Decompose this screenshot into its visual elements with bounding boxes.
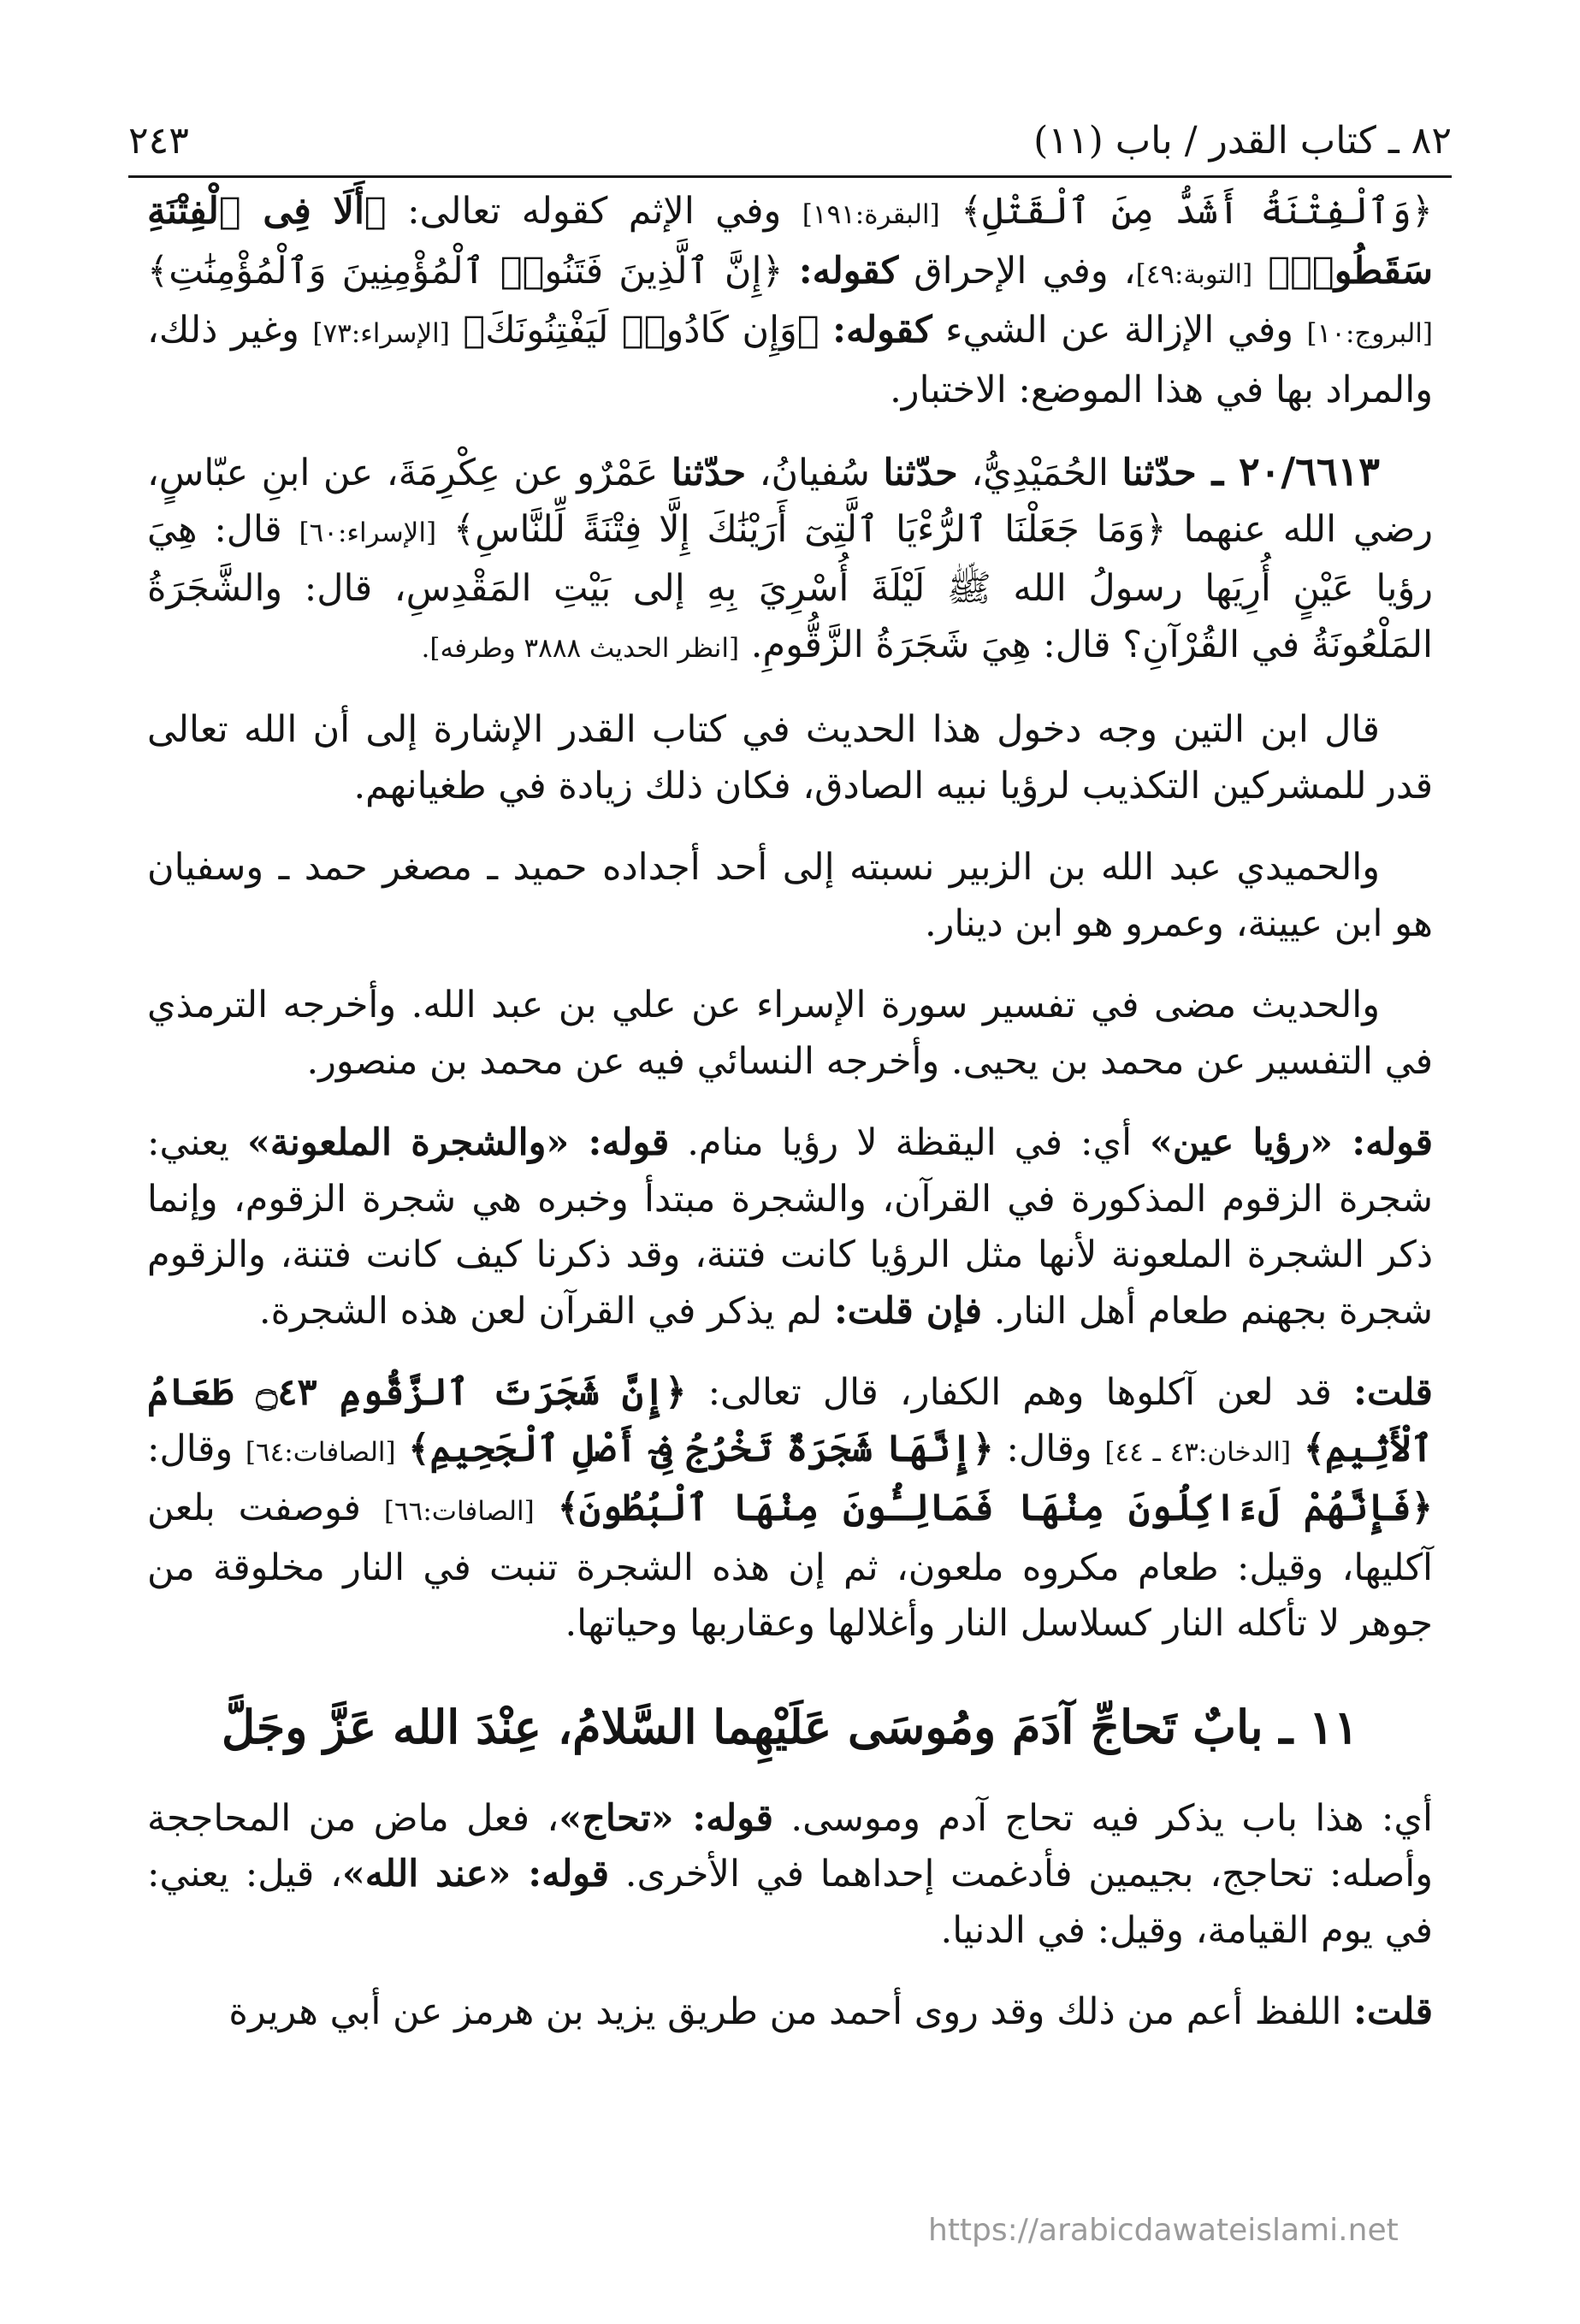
bold-term: فإن قلت: [833, 1289, 983, 1333]
commentary-paragraph [147, 1365, 1433, 1653]
commentary-paragraph [147, 1115, 1433, 1339]
page-body [147, 184, 1433, 2041]
bold-term: قلت: [1353, 1371, 1433, 1414]
bold-term: قوله: «والشجرة الملعونة» [246, 1121, 670, 1164]
text-run: ، وفي الإحراق [898, 249, 1136, 293]
quran-verse: ﴿وَإِن كَادُوا۟ لَيَفْتِنُونَكَ﴾ [463, 309, 833, 352]
page-number: ٢٤٣ [128, 119, 189, 163]
quran-verse: ﴿إِنَّهَا شَجَرَةٌ تَخْرُجُ فِىٓ أَصْلِ ٱلْجَحِيمِ﴾ [408, 1427, 994, 1470]
running-title: ٨٢ ـ كتاب القدر / باب (١١) [1033, 119, 1452, 163]
chapter-heading: ١١ ـ بابٌ تَحاجِّ آدَمَ ومُوسَى عَلَيْهِما السَّلامُ، عِنْدَ الله عَزَّ وجَلَّ [222, 1699, 1358, 1754]
quran-verse: ﴿وَٱلْفِتْنَةُ أَشَدُّ مِنَ ٱلْقَتْلِ﴾ [961, 190, 1434, 233]
text-run: الحُمَيْدِيُّ، [957, 452, 1122, 494]
commentary-paragraph: قال ابن التين وجه دخول هذا الحديث في كتاب القدر الإشارة إلى أن الله تعالى قدر للمشركين التكذيب لرؤيا نبيه الصادق، فكان ذلك زيادة في طغيانهم. [147, 708, 1433, 807]
text-run: سُفيانُ، [746, 452, 884, 494]
text-run: وفي الإزالة عن الشيء [932, 309, 1307, 352]
commentary-paragraph: والحميدي عبد الله بن الزبير نسبته إلى أحد أجداده حميد ـ مصغر حمد ـ وسفيان هو ابن عيينة، وعمرو هو ابن دينار. [147, 846, 1433, 945]
bold-term: قلت: [1353, 1990, 1433, 2033]
verse-reference: [الإسراء:٧٣] [312, 318, 450, 349]
text-run: وفي الإثم كقوله تعالى: [386, 190, 802, 233]
text-run: ، فعل ماض من المحاججة وأصله: تحاجج، بجيمين فأدغمت إحداهما في الأخرى. [147, 1796, 1433, 1895]
bold-term: قوله: «تحاج» [559, 1796, 774, 1840]
commentary-paragraph [147, 1984, 1433, 2041]
verse-reference: [البروج:١٠] [1306, 318, 1433, 349]
watermark-url: https://arabicdawateislami.net [928, 2213, 1399, 2248]
page-header [128, 101, 1452, 163]
text-run: أي: هذا باب يذكر فيه تحاج آدم وموسى. [773, 1796, 1433, 1840]
text-run: وقال: [147, 1427, 246, 1470]
text-run: ، قيل: يعني: في يوم القيامة، وقيل: في الدنيا. [147, 1853, 1433, 1952]
text-run: وغير ذلك، والمراد بها في هذا الموضع: الاختبار. [147, 309, 1433, 411]
quran-verse: ﴿إِنَّ شَجَرَتَ ٱلزَّقُّومِ ۝٤٣ طَعَامُ ٱلْأَثِيمِ﴾ [147, 1371, 1433, 1470]
bold-term: قوله: «رؤيا عين» [1150, 1121, 1434, 1164]
hadith-number: ٢٠/٦٦١٣ ـ [1196, 448, 1380, 494]
text-run: عَمْرٌو عن عِكْرِمَةَ، عن ابنِ عبّاسٍ، رضي الله عنهما [147, 452, 1433, 551]
narration-keyword: حدّثنا [671, 452, 747, 494]
text-run: قال: هِيَ رؤيا عَيْنٍ أُرِيَها رسولُ الله ﷺ لَيْلَةَ أُسْرِيَ بِهِ إلى بَيْتِ المَقْدِسِ، قال: والشَّجَرَةُ المَلْعُونَةُ في القُرْآنِ؟ قال: هِيَ شَجَرَةُ الزَّقُّومِ. [147, 507, 1433, 666]
text-run: يعني: شجرة الزقوم المذكورة في القرآن، والشجرة مبتدأ وخبره هي شجرة الزقوم، وإنما ذكر الشجرة الملعونة لأنها مثل الرؤيا كانت فتنة، وقد ذكرنا كيف كانت فتنة، والزقوم شجرة بجهنم طعام أهل النار. [147, 1121, 1433, 1333]
header-divider [128, 175, 1452, 178]
verse-reference: [التوبة:٤٩] [1135, 258, 1253, 290]
narration-keyword: حدّثنا [1121, 452, 1197, 494]
verse-reference: [الصافات:٦٦] [383, 1496, 535, 1527]
text-run: قد لعن آكلوها وهم الكفار، قال تعالى: [686, 1371, 1354, 1414]
cross-reference: [انظر الحديث ٣٨٨٨ وطرفه]. [421, 632, 740, 664]
bold-term: قوله: «عند الله» [341, 1853, 610, 1895]
narration-keyword: حدّثنا [883, 452, 958, 494]
bold-term: كقوله: [832, 309, 932, 352]
text-run: أي: في اليقظة لا رؤيا منام. [669, 1121, 1151, 1164]
commentary-paragraph: والحديث مضى في تفسير سورة الإسراء عن علي بن عبد الله. وأخرجه الترمذي في التفسير عن محمد بن يحيى. وأخرجه النسائي فيه عن محمد بن منصور. [147, 984, 1433, 1083]
quran-verse: ﴿وَمَا جَعَلْنَا ٱلرُّءْيَا ٱلَّتِىٓ أَرَيْنَٰكَ إِلَّا فِتْنَةً لِّلنَّاسِ﴾ [453, 507, 1167, 551]
commentary-paragraph [147, 1791, 1433, 1960]
text-run: وقال: [993, 1427, 1105, 1470]
hadith-text [147, 444, 1433, 677]
verse-reference: [البقرة:١٩١] [802, 199, 940, 230]
text-run: اللفظ أعم من ذلك وقد روى أحمد من طريق يزيد بن هرمز عن أبي هريرة [228, 1990, 1354, 2033]
verse-reference: [الدخان:٤٣ ـ ٤٤] [1104, 1436, 1292, 1468]
quran-verse: ﴿فَإِنَّهُمْ لَءَاكِلُونَ مِنْهَا فَمَالِـُٔونَ مِنْهَا ٱلْبُطُونَ﴾ [557, 1487, 1434, 1529]
quran-verse: ﴿أَلَا فِى ٱلْفِتْنَةِ سَقَطُوا۟﴾ [147, 190, 1434, 293]
verse-reference: [الصافات:٦٤] [245, 1436, 396, 1468]
bold-term: كقوله: [798, 249, 899, 293]
paragraph-fitnah-meanings [147, 184, 1433, 418]
text-run: لم يذكر في القرآن لعن هذه الشجرة. [258, 1289, 834, 1333]
text-run: فوصفت بلعن آكليها، وقيل: طعام مكروه ملعون، ثم إن هذه الشجرة تنبت في النار مخلوقة من جوهر لا تأكله النار كسلاسل النار وأغلالها وعقاربها وحياتها. [147, 1487, 1433, 1645]
verse-reference: [الإسراء:٦٠] [299, 517, 437, 548]
quran-verse: ﴿إِنَّ ٱلَّذِينَ فَتَنُوا۟ ٱلْمُؤْمِنِينَ وَٱلْمُؤْمِنَٰتِ﴾ [147, 249, 799, 293]
